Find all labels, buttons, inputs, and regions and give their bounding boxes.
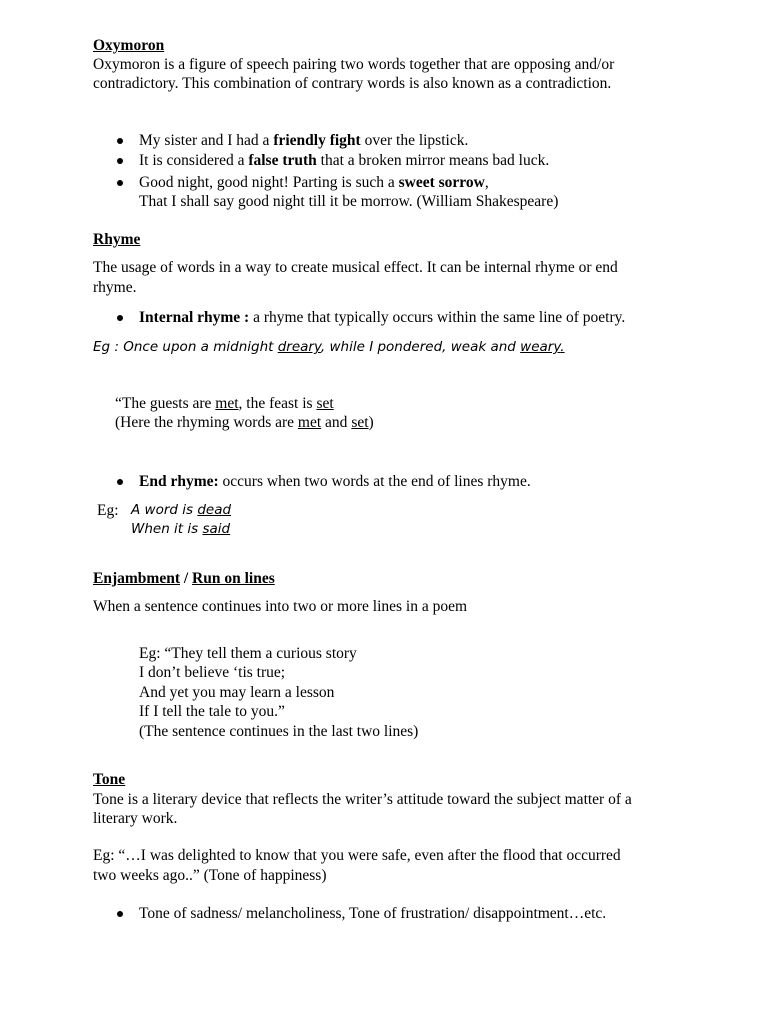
internal-rhyme-example xyxy=(93,338,565,357)
text: When it is xyxy=(131,521,203,537)
oxymoron-example-1 xyxy=(139,131,468,150)
underlined-word: set xyxy=(316,395,334,412)
oxymoron-example-3-continued: That I shall say good night till it be morrow. (William Shakespeare) xyxy=(139,193,559,210)
text: a rhyme that typically occurs within the same line of poetry. xyxy=(249,309,626,326)
end-rhyme-example-line1 xyxy=(131,501,231,520)
text: , xyxy=(484,174,489,191)
enjambment-example-line: If I tell the tale to you.” xyxy=(139,703,285,720)
bold-term: false truth xyxy=(248,152,317,169)
bold-term: Internal rhyme : xyxy=(139,309,250,326)
text: over the lipstick. xyxy=(360,132,469,149)
end-rhyme-example-line2 xyxy=(131,520,230,539)
bold-term: End rhyme: xyxy=(139,473,219,490)
enjambment-example-note: (The sentence continues in the last two lines) xyxy=(139,723,419,740)
internal-rhyme-quote xyxy=(115,394,334,413)
bold-term: friendly fight xyxy=(273,132,361,149)
underlined-word: said xyxy=(202,521,231,537)
heading-text: Run on lines xyxy=(192,570,275,587)
oxymoron-definition-line1: Oxymoron is a figure of speech pairing two words together that are opposing and/or xyxy=(93,56,615,73)
bullet-icon xyxy=(117,138,123,144)
tone-example-line2: two weeks ago..” (Tone of happiness) xyxy=(93,867,327,884)
internal-rhyme-item xyxy=(139,308,625,327)
text: , while I pondered, weak and xyxy=(320,339,521,355)
heading-oxymoron: Oxymoron xyxy=(93,37,165,54)
text: (Here the rhyming words are xyxy=(115,414,298,431)
bullet-icon xyxy=(117,158,123,164)
end-rhyme-item xyxy=(139,472,531,491)
text: that a broken mirror means bad luck. xyxy=(316,152,550,169)
enjambment-definition: When a sentence continues into two or more lines in a poem xyxy=(93,598,468,615)
text: A word is xyxy=(131,502,198,518)
heading-tone: Tone xyxy=(93,771,126,788)
underlined-word: weary xyxy=(520,339,561,355)
oxymoron-example-2 xyxy=(139,151,549,170)
text: “The guests are xyxy=(115,395,216,412)
text: occurs when two words at the end of lines rhyme. xyxy=(218,473,531,490)
rhyme-definition-line2: rhyme. xyxy=(93,279,137,296)
bullet-icon xyxy=(117,180,123,186)
enjambment-example-line: I don’t believe ‘tis true; xyxy=(139,664,286,681)
heading-enjambment xyxy=(93,569,275,588)
rhyme-definition-line1: The usage of words in a way to create musical effect. It can be internal rhyme or end xyxy=(93,259,618,276)
bold-term: sweet sorrow xyxy=(398,174,485,191)
oxymoron-example-3 xyxy=(139,173,489,192)
oxymoron-definition-line2: contradictory. This combination of contrary words is also known as a contradiction. xyxy=(93,75,612,92)
underlined-word: met xyxy=(297,414,322,431)
text: Eg : Once upon a midnight xyxy=(93,339,278,355)
underlined-word: met xyxy=(215,395,239,412)
tone-definition-line1: Tone is a literary device that reflects the writer’s attitude toward the subject matter of a xyxy=(93,791,632,808)
heading-rhyme: Rhyme xyxy=(93,231,141,248)
tone-example-line1: Eg: “…I was delighted to know that you were safe, even after the flood that occurred xyxy=(93,847,621,864)
underlined-word: dreary xyxy=(277,339,321,355)
enjambment-example-line: Eg: “They tell them a curious story xyxy=(139,645,357,662)
bullet-icon xyxy=(117,315,123,321)
text: . xyxy=(560,339,565,355)
bullet-icon xyxy=(117,479,123,485)
tone-types-item: Tone of sadness/ melancholiness, Tone of frustration/ disappointment…etc. xyxy=(139,905,607,922)
separator: / xyxy=(179,570,193,587)
text: It is considered a xyxy=(139,152,249,169)
underlined-word: set xyxy=(351,414,369,431)
text: and xyxy=(321,414,352,431)
bullet-icon xyxy=(117,911,123,917)
underlined-word: dead xyxy=(197,502,232,518)
internal-rhyme-note xyxy=(115,413,374,432)
text: Good night, good night! Parting is such a xyxy=(139,174,399,191)
text: ) xyxy=(368,414,374,431)
text: , the feast is xyxy=(238,395,317,412)
text: My sister and I had a xyxy=(139,132,274,149)
enjambment-example-line: And yet you may learn a lesson xyxy=(139,684,335,701)
tone-definition-line2: literary work. xyxy=(93,810,178,827)
heading-text: Enjambment xyxy=(93,570,180,587)
end-rhyme-example-label: Eg: xyxy=(97,502,119,519)
